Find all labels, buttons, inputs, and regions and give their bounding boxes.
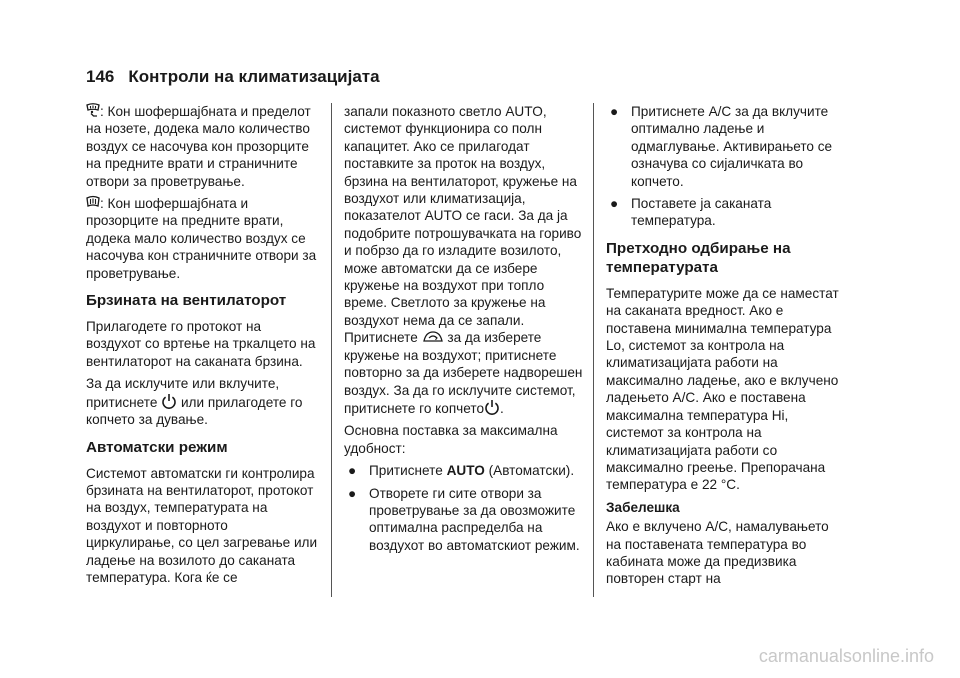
paragraph-fan-speed: Прилагодете го протокот на воздухот со вртење на тркалцето на вентилаторот на саканата брзина. bbox=[86, 319, 316, 369]
paragraph-auto-mode: Системот автоматски ги контролира брзината на вентилаторот, протокот на воздух, температурата на воздухот и повторното циркулирање, со цел загревање или ладење на возилото до саканата температура. Кога ќе се bbox=[86, 465, 318, 585]
bullet-dot: ● bbox=[610, 104, 619, 119]
column-divider-2 bbox=[593, 103, 594, 597]
heading-temperature-preselection: Претходно одбирање на температурата bbox=[606, 239, 791, 276]
power-icon bbox=[161, 393, 177, 409]
column-1 bbox=[86, 103, 318, 591]
heading-fan-speed: Брзината на вентилаторот bbox=[86, 292, 287, 310]
bullet-dot: ● bbox=[348, 463, 357, 479]
paragraph-note: Ако е вклучено A/C, намалувањето на поставената температура во кабината може да предизвика повторен старт на bbox=[606, 519, 829, 587]
bullet-dot: ● bbox=[348, 485, 357, 501]
bullet-vents: ● Отворете ги сите отвори за проветрување за да овозможите оптимална распределба на воздухот во автоматскиот режим. bbox=[348, 485, 580, 553]
paragraph-basic-setting: Основна поставка за максимална удобност: bbox=[344, 423, 558, 456]
column-divider-1 bbox=[331, 103, 332, 597]
auto-keyword: AUTO bbox=[446, 463, 485, 479]
paragraph-defrost: : Кон шофершајбната и прозорците на предните врати, додека мало количество воздух се насочува кон страничните отвори за проветрување. bbox=[86, 196, 317, 281]
paragraph-temperature: Температурите може да се наместат на саканата вредност. Ако е поставена минимална температура Lo, системот за контрола на климатизацијата работи на максимално ладење, ако е вклучено ладењето A/C. Ако е поставена максимална температура Hi, системот за контрола на климатизацијата работи со максимално греење. Препорачана температура е 22 °C. bbox=[606, 285, 839, 493]
heading-auto-mode: Автоматски режим bbox=[86, 438, 228, 456]
bullet-auto: ● Притиснете AUTO (Автоматски). bbox=[348, 463, 575, 479]
paragraph-auto-light: запали показното светло AUTO, системот функционира со полн капацитет. Ако се прилагодат поставките за проток на воздух, брзина на вентилаторот, кружење на воздухот или климатизација, показателот AUTO се гаси. За да ја подобрите потрошувачката на гориво и побрзо да го изладите возилото, може автоматски да се избере кружење на воздухот при топло време. Светлото за кружење на воздухот нема да се запали. Притиснете за да изберете кружење на воздухот; притиснете повторно за да изберете надворешен воздух. За да го исклучите системот, притиснете го копчето . bbox=[344, 104, 583, 416]
column-3 bbox=[606, 103, 846, 593]
recirculation-icon bbox=[422, 330, 444, 343]
defrost-icon bbox=[86, 195, 100, 210]
paragraph-defrost-floor: : Кон шофершајбната и пределот на нозете, додека мало количество воздух се насочува кон прозорците на предните врати и страничните отвори за проветрување. bbox=[86, 104, 311, 189]
bullet-ac: ● Притиснете A/C за да вклучите оптимално ладење и одмаглување. Активирањето се означува со сијаличката во копчето. bbox=[610, 104, 833, 189]
heading-note: Забелешка bbox=[606, 499, 680, 515]
defrost-floor-icon bbox=[86, 103, 100, 118]
bullet-temperature: ● Поставете ја саканата температура. bbox=[610, 196, 772, 229]
column-2 bbox=[344, 103, 588, 559]
page-header bbox=[86, 67, 380, 87]
paragraph-power: За да исклучите или вклучите, притиснете или прилагодете го копчето за дување. bbox=[86, 376, 303, 428]
page-title: Контроли на климатизацијата bbox=[128, 67, 380, 86]
power-icon bbox=[484, 399, 500, 415]
bullet-dot: ● bbox=[610, 196, 619, 212]
watermark: carmanualsonline.info bbox=[758, 646, 934, 666]
page-number: 146 bbox=[86, 67, 115, 86]
